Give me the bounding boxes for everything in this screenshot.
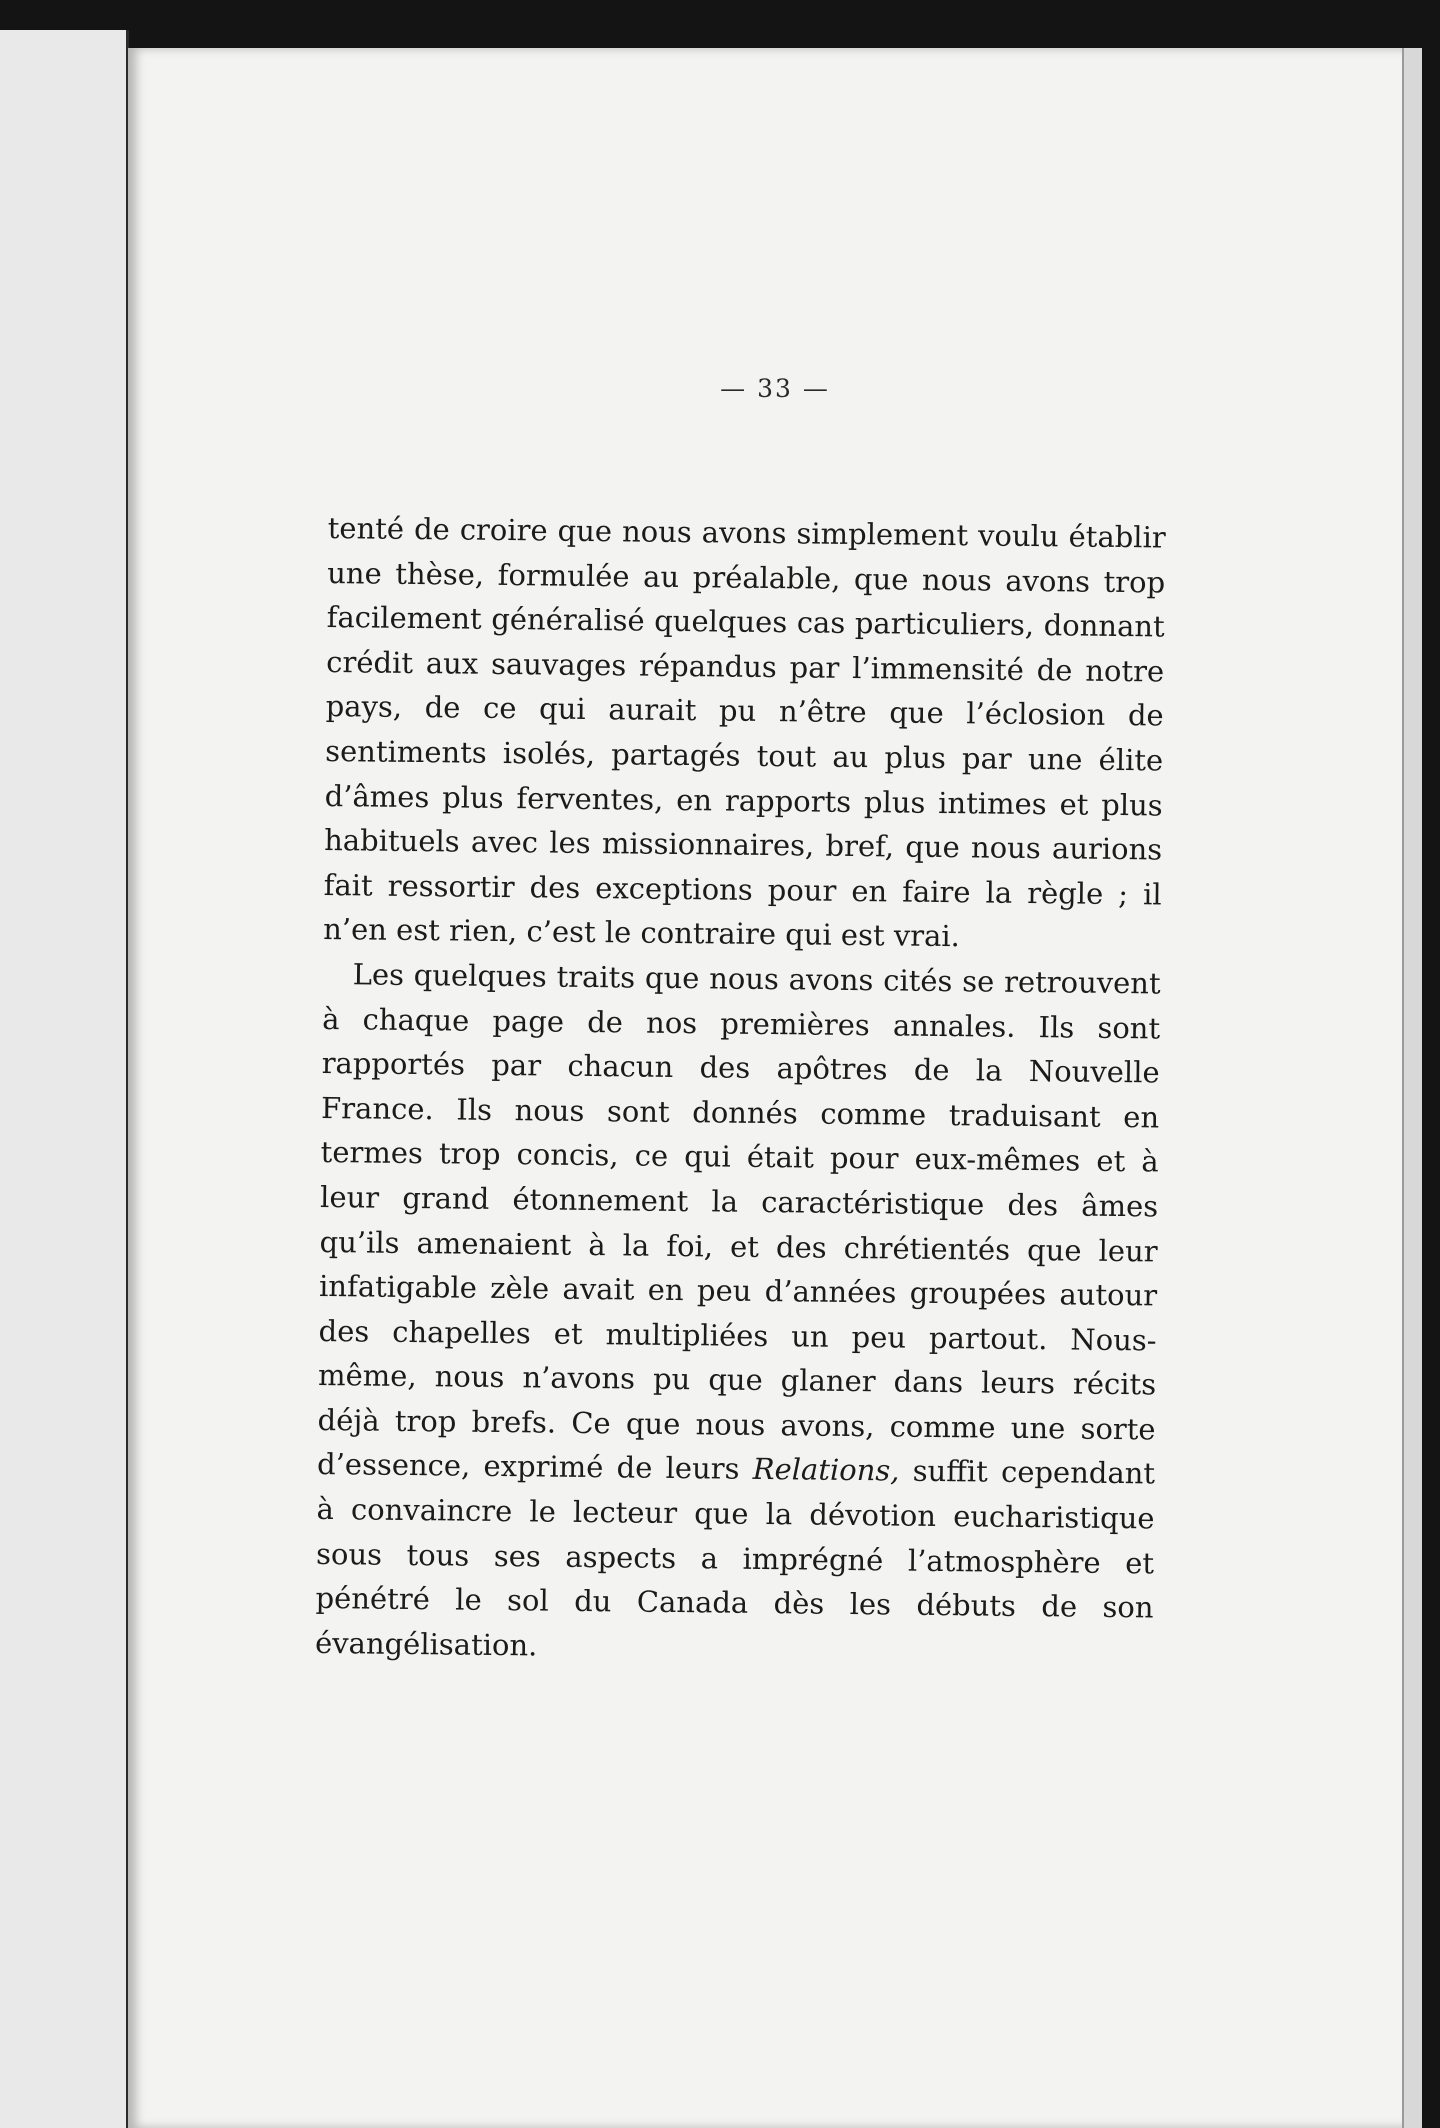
page-edge <box>1402 48 1422 2128</box>
book-page <box>128 48 1422 2128</box>
paragraph-1: tenté de croire que nous avons simplement voulu établir une thèse, formulée au préalable, que nous avons trop facilement généralisé quelques cas particuliers, donnant crédit aux sauvages répandus par l’immensité de notre pays, de ce qui aurait pu n’être que l’éclosion de sentiments isolés, partagés tout au plus par une élite d’âmes plus ferventes, en rapports plus intimes et plus habituels avec les missionnaires, bref, que nous aurions fait ressortir des exceptions pour en faire la règle ; il n’en est rien, c’est le contraire qui est vrai. <box>323 510 1166 954</box>
relations-italic: Relations, <box>752 1452 900 1489</box>
page-number: — 33 — <box>720 374 830 403</box>
body-text <box>315 506 1166 1675</box>
adjacent-page-edge <box>0 30 129 2128</box>
paragraph-2-end: suffit cependant à convaincre le lecteur que la dévotion eucharistique sous tous ses aspects a imprégné l’atmosphère et pénétré le sol du Canada dès les débuts de son évangélisation. <box>314 1454 1156 1663</box>
paragraph-2-start: Les quelques traits que nous avons cités se retrouvent à chaque page de nos premières annales. Ils sont rapportés par chacun des apôtres de la Nouvelle France. Ils nous sont donnés comme traduisant en termes trop concis, ce qui était pour eux-mêmes et à leur grand étonnement la caractéristique des âmes qu’ils amenaient à la foi, et des chrétientés que leur infatigable zèle avait en peu d’années groupées autour des chapelles et multipliées un peu partout. Nous-même, nous n’avons pu que glaner dans leurs récits déjà trop brefs. Ce que nous avons, comme une sorte d’essence, exprimé de leurs <box>316 957 1161 1487</box>
paragraph-2 <box>315 952 1161 1675</box>
